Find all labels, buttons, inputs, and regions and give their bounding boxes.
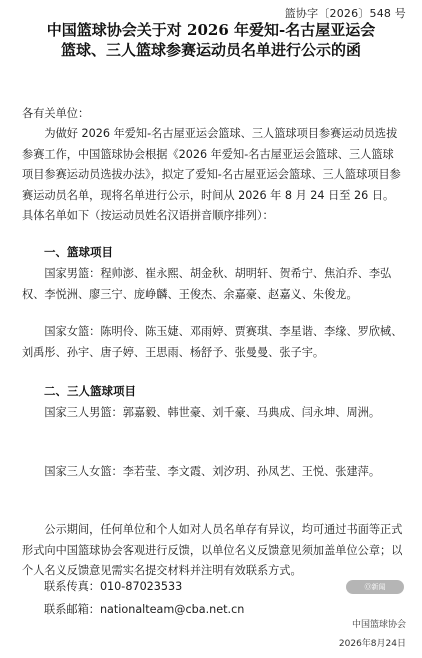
signature-date: 2026年8月24日 [338, 639, 406, 649]
document-title [0, 20, 422, 60]
3x3-men-text: 国家三人男篮：郭嘉毅、韩世豪、刘千豪、马典成、闫永坤、周洲。 [44, 406, 381, 419]
women-team-text: 国家女篮：陈明伶、陈玉婕、邓雨婷、贾赛琪、李星谐、李缘、罗欣棫、刘禹彤、孙宇、唐子婷、王思雨、杨舒予、张曼曼、张子宇。 [22, 325, 403, 359]
notice-text: 公示期间，任何单位和个人如对人员名单存有异议，均可通过书面等正式形式向中国篮球协会客观进行反馈，以单位名义反馈意见须加盖单位公章；以个人名义反馈意见需实名提交材料并注明有效联系方式。 [22, 523, 403, 577]
notice-paragraph [22, 520, 404, 582]
title-line-1: 中国篮球协会关于对 2026 年爱知-名古屋亚运会 [46, 21, 376, 39]
3x3-men-list [22, 403, 404, 424]
women-team-list [22, 322, 404, 363]
contact-email: 联系邮箱：nationalteam@cba.net.cn [44, 603, 245, 616]
intro-paragraph [22, 124, 404, 227]
document-number: 篮协字〔2026〕548 号 [284, 7, 406, 20]
men-team-text: 国家男篮：程帅澎、崔永熙、胡金秋、胡明轩、贺希宁、焦泊乔、李弘权、李悦洲、廖三宁、庞峥麟、王俊杰、余嘉豪、赵嘉义、朱俊龙。 [22, 267, 392, 301]
intro-text: 为做好 2026 年爱知-名古屋亚运会篮球、三人篮球项目参赛运动员选拔参赛工作，中国篮球协会根据《2026 年爱知-名古屋亚运会篮球、三人篮球项目参赛运动员选拔办法》，拟定了爱知-名古屋亚运会篮球、三人篮球项目参赛运动员名单，现将名单进行公示，时间从 2026 年 8 月 24 日至 26 日。具体名单如下（按运动员姓名汉语拼音顺序排列）： [22, 127, 401, 222]
title-line-2: 篮球、三人篮球参赛运动员名单进行公示的函 [60, 41, 361, 59]
contact-fax: 联系传真：010-87023533 [44, 580, 183, 593]
men-team-list [22, 264, 404, 305]
section-basketball-title: 一、篮球项目 [44, 245, 113, 259]
salutation: 各有关单位： [22, 107, 90, 120]
signature-organization: 中国篮球协会 [351, 620, 406, 630]
section-3x3-title: 二、三人篮球项目 [44, 384, 136, 398]
3x3-women-list [22, 462, 404, 483]
3x3-women-text: 国家三人女篮：李若莹、李文霞、刘汐玥、孙凤艺、王悦、张建萍。 [44, 465, 381, 478]
watermark-text: Ⓞ新闻 [364, 583, 386, 591]
news-watermark [346, 580, 404, 594]
